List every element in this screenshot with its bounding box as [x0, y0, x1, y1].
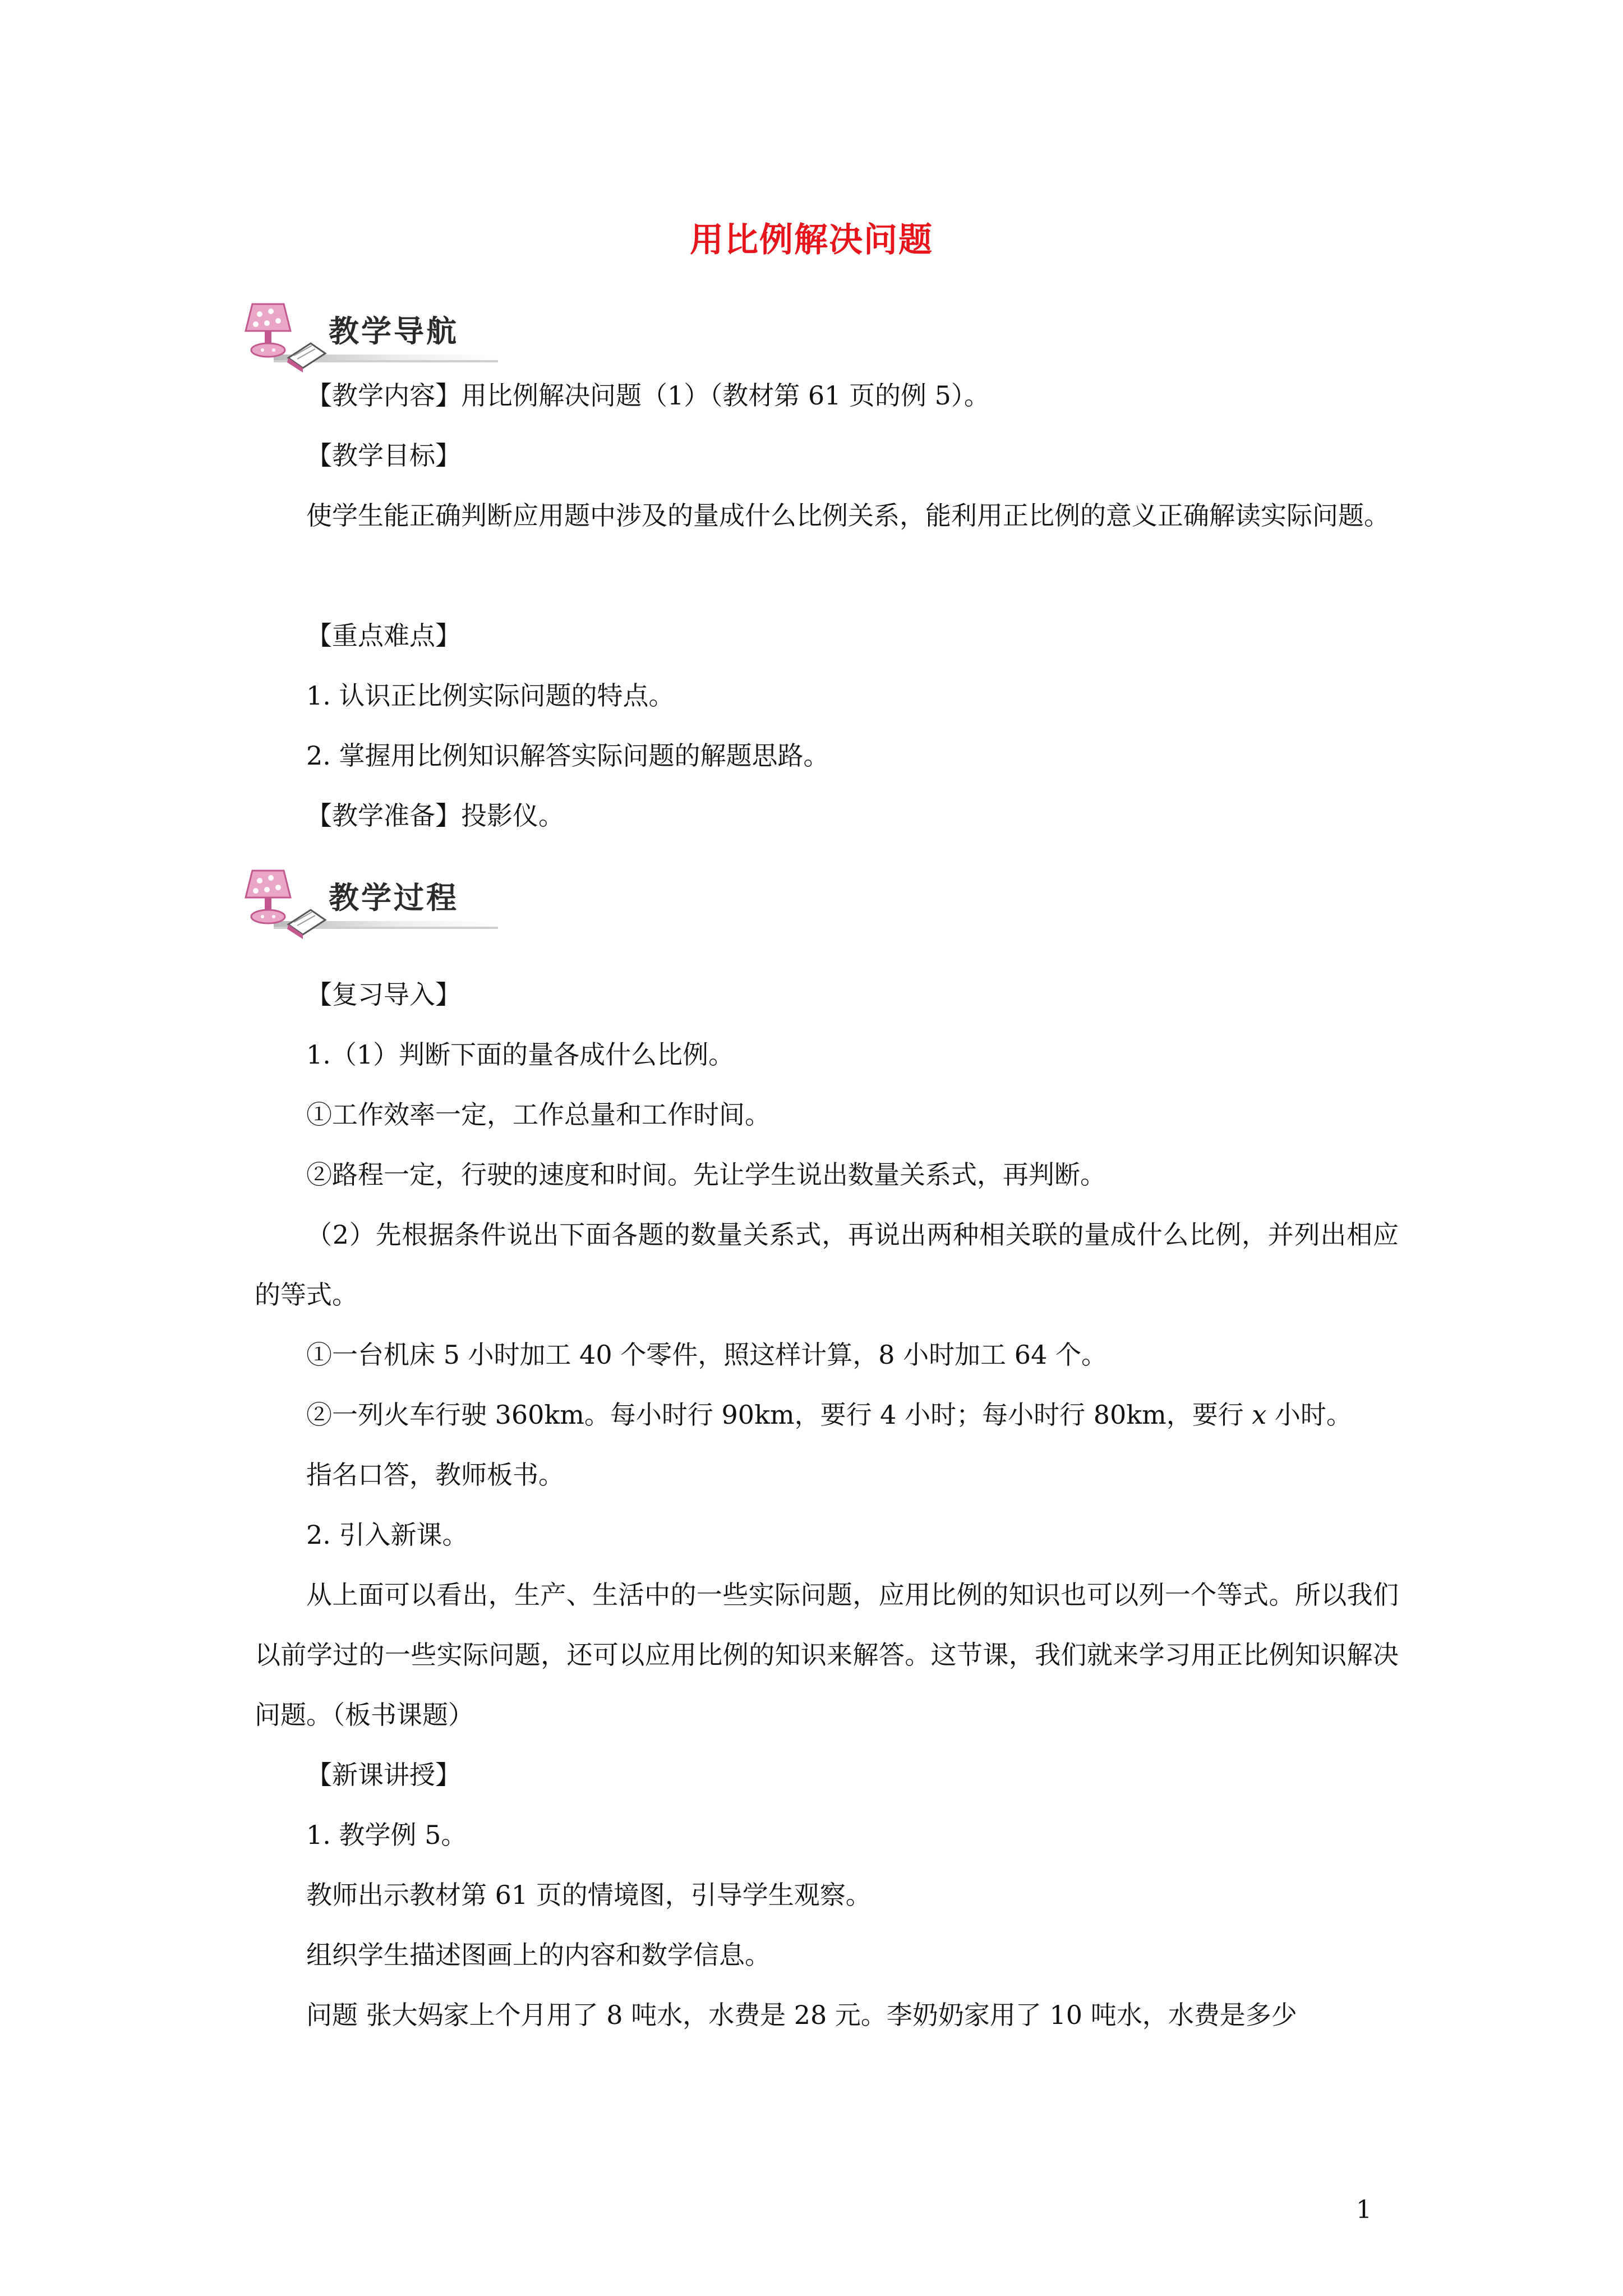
- paragraph-review-1b: ②路程一定，行驶的速度和时间。先让学生说出数量关系式，再判断。: [306, 1159, 1106, 1190]
- review-2b-text: ②一列火车行驶 360km。每小时行 90km，要行 4 小时；每小时行 80km，要行: [306, 1400, 1252, 1430]
- paragraph-review-2a: ①一台机床 5 小时加工 40 个零件，照这样计算，8 小时加工 64 个。: [306, 1340, 1107, 1370]
- paragraph-oral-answer: 指名口答，教师板书。: [306, 1460, 564, 1490]
- section-label: 教学过程: [329, 880, 459, 915]
- paragraph-teaching-content: 【教学内容】用比例解决问题（1）（教材第 61 页的例 5）。: [306, 380, 990, 411]
- paragraph-question: 问题 张大妈家上个月用了 8 吨水，水费是 28 元。李奶奶家用了 10 吨水，水费是多少: [306, 2000, 1297, 2030]
- heading-teaching-goal: 【教学目标】: [306, 440, 461, 471]
- paragraph-review-2b: [255, 1385, 1399, 1445]
- paragraph-describe-info: 组织学生描述图画上的内容和数学信息。: [306, 1940, 771, 1970]
- paragraph-review-1a: ①工作效率一定，工作总量和工作时间。: [306, 1099, 771, 1130]
- paragraph-key-point-1: 1. 认识正比例实际问题的特点。: [306, 680, 675, 711]
- paragraph-key-point-2: 2. 掌握用比例知识解答实际问题的解题思路。: [306, 740, 829, 771]
- paragraph-teaching-goal: 使学生能正确判断应用题中涉及的量成什么比例关系，能利用正比例的意义正确解读实际问题。: [306, 500, 1390, 531]
- section-label: 教学导航: [329, 314, 459, 349]
- paragraph-example-5: 1. 教学例 5。: [306, 1820, 467, 1850]
- review-2b-tail: 小时。: [1266, 1400, 1352, 1430]
- heading-key-points: 【重点难点】: [306, 620, 461, 651]
- section-banner-teaching-process: [240, 858, 498, 948]
- variable-x: x: [1252, 1400, 1267, 1430]
- page-number: 1: [1356, 2196, 1372, 2224]
- paragraph-intro-new-lesson: 2. 引入新课。: [306, 1520, 468, 1550]
- heading-new-lesson: 【新课讲授】: [306, 1760, 461, 1790]
- paragraph-show-scene: 教师出示教材第 61 页的情境图，引导学生观察。: [306, 1880, 872, 1910]
- paragraph-teaching-preparation: 【教学准备】投影仪。: [306, 800, 564, 831]
- paragraph-intro-text: 从上面可以看出，生产、生活中的一些实际问题，应用比例的知识也可以列一个等式。所以我们以前学过的一些实际问题，还可以应用比例的知识来解答。这节课，我们就来学习用正比例知识解决问题。（板书课题）: [255, 1580, 1399, 1730]
- paragraph-review-1: 1.（1）判断下面的量各成什么比例。: [306, 1039, 735, 1070]
- heading-review-intro: 【复习导入】: [306, 979, 461, 1010]
- page-title: 用比例解决问题: [690, 220, 933, 260]
- paragraph-review-2: （2）先根据条件说出下面各题的数量关系式，再说出两种相关联的量成什么比例，并列出相应的等式。: [255, 1220, 1399, 1310]
